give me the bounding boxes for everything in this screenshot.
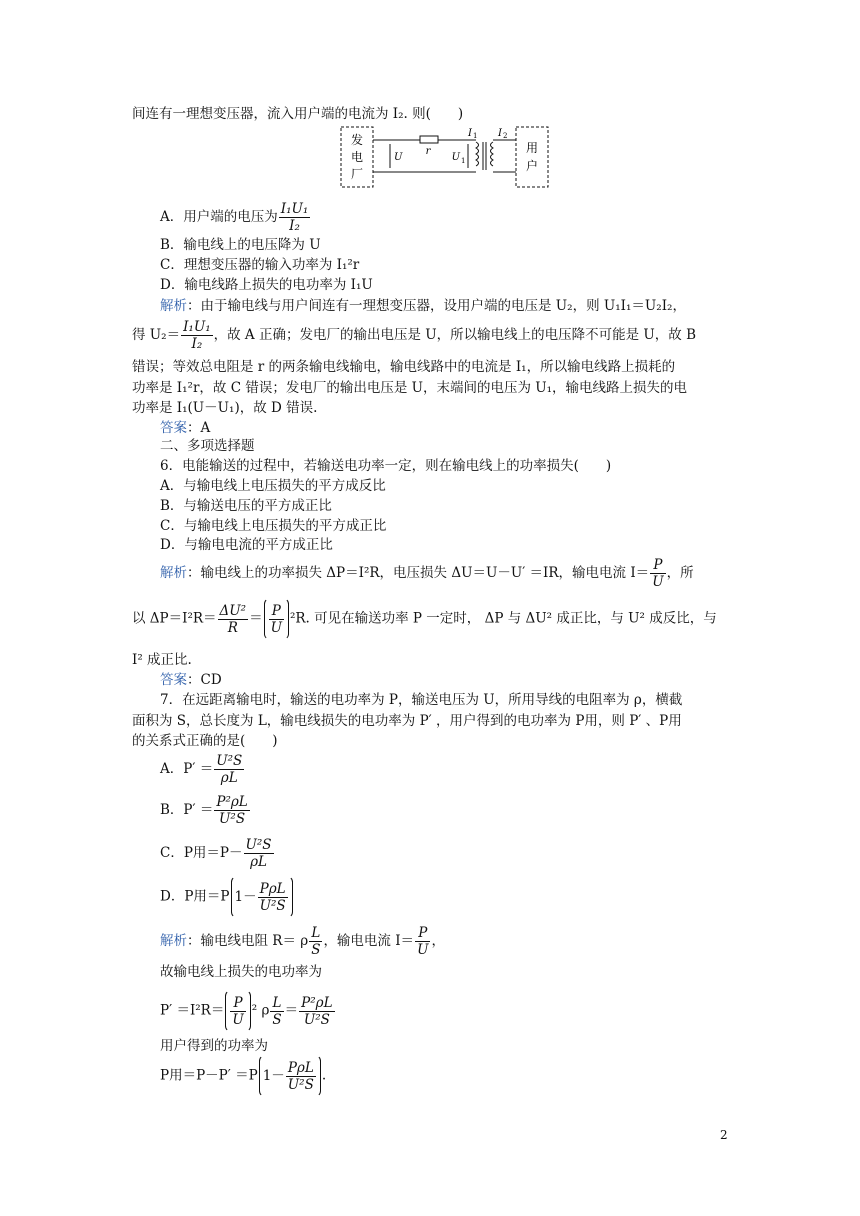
power-plant-char-2: 电 (350, 150, 364, 164)
page-number: 2 (720, 1128, 728, 1142)
analysis-label: 解析 (160, 298, 187, 314)
current-label-I1-sub: 1 (473, 132, 478, 140)
q5-stem: 间连有一理想变压器，流入用户端的电流为 I₂. 则( ) (132, 106, 464, 122)
q6-stem: 6．电能输送的过程中，若输送电功率一定，则在输电线上的功率损失( ) (160, 458, 612, 474)
q6-answer: 答案：CD (160, 672, 222, 688)
q7-stem-line-3: 的关系式正确的是( ) (132, 733, 278, 749)
current-label-I1: I (468, 128, 472, 139)
resistor (420, 136, 438, 143)
q6-option-b: B．与输送电压的平方成正比 (160, 498, 332, 514)
q6-option-a: A．与输电线上电压损失的平方成反比 (160, 478, 386, 494)
q5-analysis-line-4: 功率是 I₁²r，故 C 错误；发电厂的输出电压是 U，末端间的电压为 U₁，输电线路上损失的电 (132, 380, 688, 396)
circuit-diagram (340, 124, 550, 190)
secondary-coil (491, 142, 494, 166)
voltage-label-U1: U (451, 152, 460, 163)
user-char-1: 用 (525, 141, 539, 155)
q7-option-b: B．P′ ＝ $\frac{\text{P²ρL}}{\text{U²S}}$ (160, 794, 248, 827)
primary-coil (476, 142, 479, 166)
q5-option-b: B．输电线上的电压降为 U (160, 237, 321, 253)
q7-analysis-line-4: 用户得到的功率为 (160, 1038, 268, 1054)
voltage-label-U: U (394, 152, 403, 163)
q6-analysis-line-2: 以 ΔP＝I²R＝ $\frac{\text{ΔU²}}{R}$ ＝ $\frac{P}{U}$ ²R. 可见在输送功率 P 一定时， ΔP 与 ΔU² 成正比，与 U² 成反比，与 (132, 598, 717, 640)
power-plant-char-3: 厂 (350, 167, 364, 181)
q7-stem-line-1: 7．在远距离输电时，输送的电功率为 P，输送电压为 U，所用导线的电阻率为 ρ，横截 (160, 692, 683, 708)
user-char-2: 户 (525, 159, 539, 173)
current-label-I2: I (498, 128, 502, 139)
q6-option-c: C．与输电线上电压损失的平方成正比 (160, 518, 387, 534)
section-heading: 二、多项选择题 (160, 438, 255, 454)
q5-analysis-line-5: 功率是 I₁(U－U₁)，故 D 错误. (132, 400, 318, 416)
q5-option-a: A．用户端的电压为 $\frac{\text{I₁U₁}}{\text{I₂}}$ (160, 201, 309, 234)
q5-answer: 答案：A (160, 420, 211, 436)
q7-option-d: D．P用＝P 1－ $\frac{\text{PρL}}{\text{U²S}}$ (160, 876, 294, 918)
q5-option-c: C．理想变压器的输入功率为 I₁²r (160, 257, 360, 273)
q5-analysis-line-2: 得 U₂＝ $\frac{\text{I₁U₁}}{\text{I₂}}$ ，故 A 正确；发电厂的输出电压是 U，所以输电线上的电压降不可能是 U，故 B (132, 319, 697, 352)
power-plant-char-1: 发 (350, 133, 364, 147)
q5-analysis-line-1: 解析：由于输电线与用户间连有一理想变压器，设用户端的电压是 U₂，则 U₁I₁＝U₂I₂， (160, 298, 686, 314)
q7-stem-line-2: 面积为 S，总长度为 L，输电线损失的电功率为 P′ ，用户得到的电功率为 P用，则 P′ 、P用 (132, 713, 682, 729)
voltage-label-U1-sub: 1 (461, 157, 466, 165)
q6-analysis-line-3: I² 成正比. (132, 652, 192, 668)
q5-analysis-line-3: 错误；等效总电阻是 r 的两条输电线输电，输电线路中的电流是 I₁，所以输电线路上损耗的 (132, 359, 676, 375)
q6-option-d: D．与输电电流的平方成正比 (160, 537, 333, 553)
current-label-I2-sub: 2 (503, 132, 508, 140)
q7-analysis-line-1: 解析：输电线电阻 R＝ ρ $\frac{L}{S}$ ，输电电流 I＝ $\frac{P}{U}$ ， (160, 925, 445, 958)
user-box (516, 127, 548, 187)
answer-label: 答案 (160, 420, 187, 436)
resistor-label: r (425, 146, 431, 157)
q7-option-a: A．P′ ＝ $\frac{\text{U²S}}{\rho L}$ (160, 753, 243, 786)
q5-option-d: D．输电线路上损失的电功率为 I₁U (160, 277, 373, 293)
q7-analysis-line-2: 故输电线上损失的电功率为 (160, 964, 322, 980)
q7-analysis-line-3: P′ ＝I²R＝ $\frac{P}{U}$ ² ρ $\frac{L}{S}$ ＝ $\frac{\text{P²ρL}}{\text{U²S}}$ (160, 990, 336, 1032)
q6-analysis-line-1: 解析：输电线上的功率损失 ΔP＝I²R，电压损失 ΔU＝U－U′ ＝IR，输电电流 I＝ $\frac{P}{U}$ ，所 (160, 557, 694, 590)
q7-option-c: C．P用＝P－ $\frac{\text{U²S}}{\rho L}$ (160, 837, 272, 870)
q7-analysis-line-5: P用＝P－P′ ＝P 1－ $\frac{\text{PρL}}{\text{U²S}}$ . (160, 1055, 326, 1097)
